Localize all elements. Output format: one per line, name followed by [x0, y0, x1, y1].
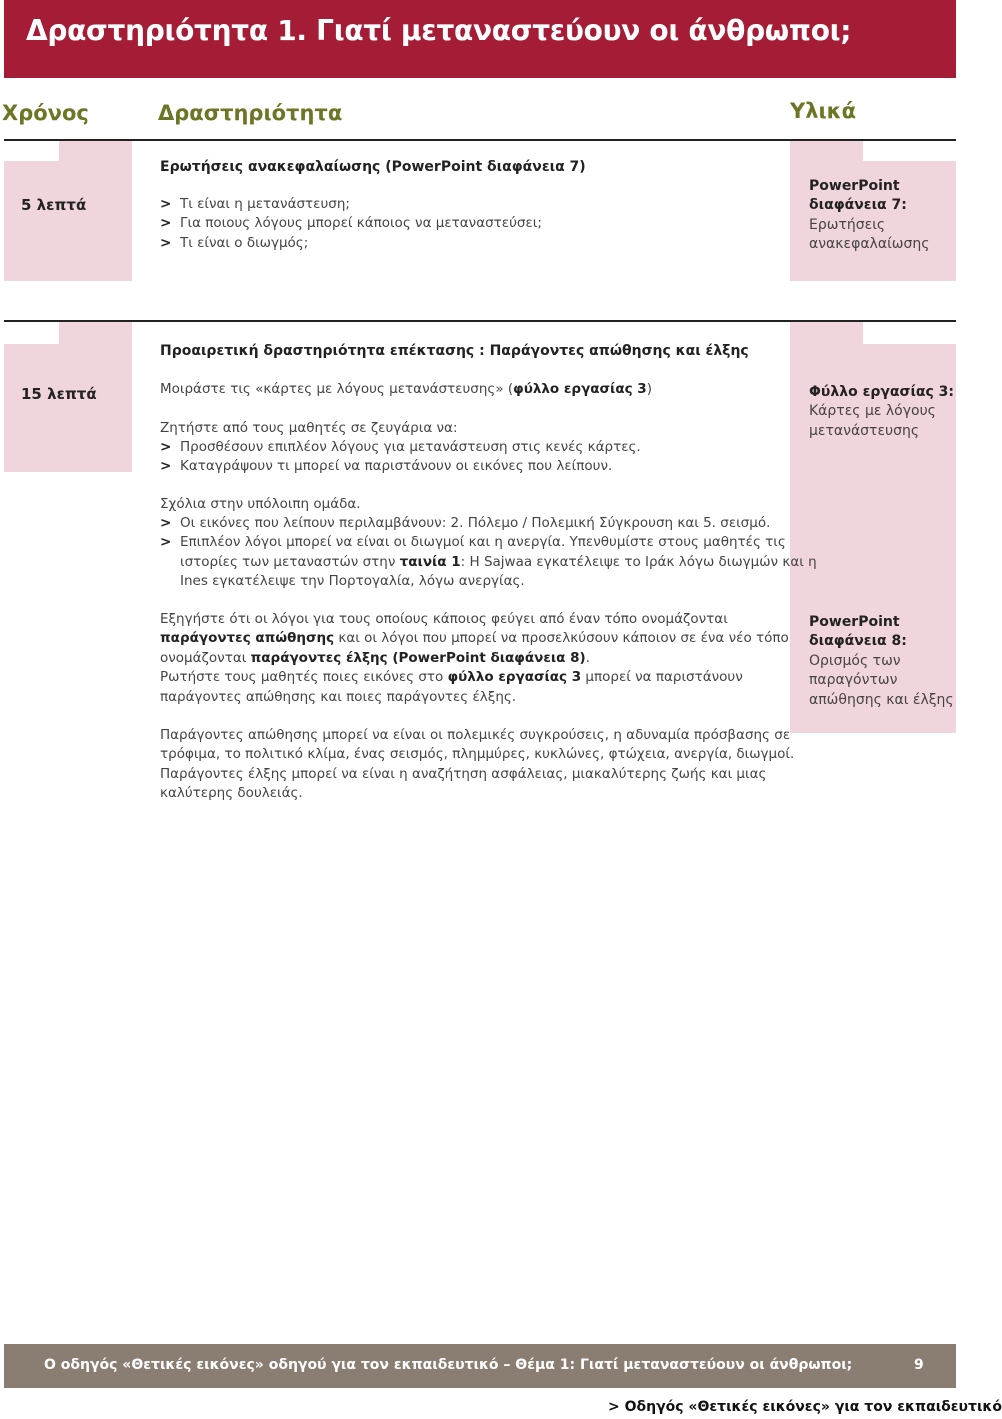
section1-time-notch — [4, 141, 59, 161]
column-head-time: Χρόνος — [2, 101, 89, 125]
factors-paragraph: Παράγοντες απώθησης μπορεί να είναι οι πολεμικές συγκρούσεις, η αδυναμία πρόσβασης σε τρόφιμα, το πολιτικό κλίμα, ένας σεισμός, πλημμύρες, κυκλώνες, φτώχεια, ανεργία, διωγμοί. Παράγοντες έλξης μπορεί να είναι η αναζήτηση ασφάλειας, μιακαλύτερης ζωής και μιας καλύτερης δουλειάς. — [160, 727, 795, 802]
page-number: 9 — [914, 1357, 924, 1373]
section2-time-notch — [4, 322, 59, 344]
page-title: Δραστηριότητα 1. Γιατί μεταναστεύουν οι άνθρωποι; — [26, 14, 852, 47]
list-item: > Καταγράψουν τι μπορεί να παριστάνουν οι εικόνες που λείπουν. — [160, 457, 612, 476]
column-head-activity: Δραστηριότητα — [158, 101, 343, 125]
bullet-marker: > — [160, 515, 172, 531]
section2-materials-slide: PowerPoint διαφάνεια 8: Ορισμός των παραγόντων απώθησης και έλξης — [809, 614, 954, 708]
share-cards-line: Μοιράστε τις «κάρτες με λόγους μετανάστευσης» (φύλλο εργασίας 3) — [160, 381, 652, 397]
bullet-marker: > — [160, 215, 172, 232]
comments-line: Σχόλια στην υπόλοιπη ομάδα. — [160, 496, 361, 512]
bullet-marker: > — [160, 534, 172, 551]
list-item: > Τι είναι ο διωγμός; — [160, 234, 308, 253]
footer-title: Ο οδηγός «Θετικές εικόνες» οδηγού για τον εκπαιδευτικό – Θέμα 1: Γιατί μεταναστεύουν οι άνθρωποι; — [44, 1357, 853, 1373]
bullet-marker: > — [160, 234, 172, 251]
list-item: > Τι είναι η μετανάστευση; — [160, 195, 350, 214]
list-item: > Επιπλέον λόγοι μπορεί να είναι οι διωγμοί και η ανεργία. Υπενθυμίστε στους μαθητές τις — [160, 533, 786, 552]
section1-materials: PowerPoint διαφάνεια 7: Ερωτήσεις ανακεφαλαίωσης — [809, 178, 930, 253]
list-item: > Προσθέσουν επιπλέον λόγους για μετανάστευση στις κενές κάρτες. — [160, 438, 641, 457]
bullet-marker: > — [160, 439, 172, 455]
section2-time: 15 λεπτά — [21, 385, 97, 403]
pair-bullet-list — [160, 438, 780, 478]
comment-bullet-list — [160, 514, 817, 594]
section2-materials-worksheet: Φύλλο εργασίας 3: Κάρτες με λόγους μετανάστευσης — [809, 384, 955, 439]
list-item-continuation: ιστορίες των μεταναστών στην ταινία 1: Η Sajwaa εγκατέλειψε το Ιράκ λόγω διωγμών και η — [180, 553, 817, 570]
list-item: > Για ποιους λόγους μπορεί κάποιος να μεταναστεύσει; — [160, 214, 542, 233]
bullet-marker: > — [160, 458, 172, 475]
section2-materials-notch — [863, 322, 956, 344]
footer-guide-label: > Οδηγός «Θετικές εικόνες» για τον εκπαιδευτικό — [608, 1399, 1002, 1415]
column-head-materials: Υλικά — [790, 99, 857, 123]
explain-paragraph: Εξηγήστε ότι οι λόγοι για τους οποίους κάποιος φεύγει από έναν τόπο ονομάζονται παράγοντες απώθησης και οι λόγοι που μπορεί να προσελκύσουν κάποιον σε ένα νέο τόπο ονομάζονται παράγοντες έλξης (PowerPoint διαφάνεια 8). Ρωτήστε τους μαθητές ποιες εικόνες στο φύλλο εργασίας 3 μπορεί να παριστάνουν παράγοντες απώθησης και ποιες παράγοντες έλξης. — [160, 611, 789, 705]
section1-time: 5 λεπτά — [21, 196, 87, 214]
section1-heading: Ερωτήσεις ανακεφαλαίωσης (PowerPoint διαφάνεια 7) — [160, 159, 586, 175]
ask-pairs-line: Ζητήστε από τους μαθητές σε ζευγάρια να: — [160, 420, 458, 436]
list-item-continuation: Ines εγκατέλειψε την Πορτογαλία, λόγω ανεργίας. — [180, 573, 525, 590]
section1-materials-notch — [863, 141, 956, 161]
list-item: > Οι εικόνες που λείπουν περιλαμβάνουν: 2. Πόλεμο / Πολεμική Σύγκρουση και 5. σεισμό. — [160, 514, 770, 533]
section1-bullet-list — [160, 195, 760, 255]
bullet-marker: > — [160, 196, 172, 212]
section2-heading: Προαιρετική δραστηριότητα επέκτασης : Παράγοντες απώθησης και έλξης — [160, 343, 749, 359]
